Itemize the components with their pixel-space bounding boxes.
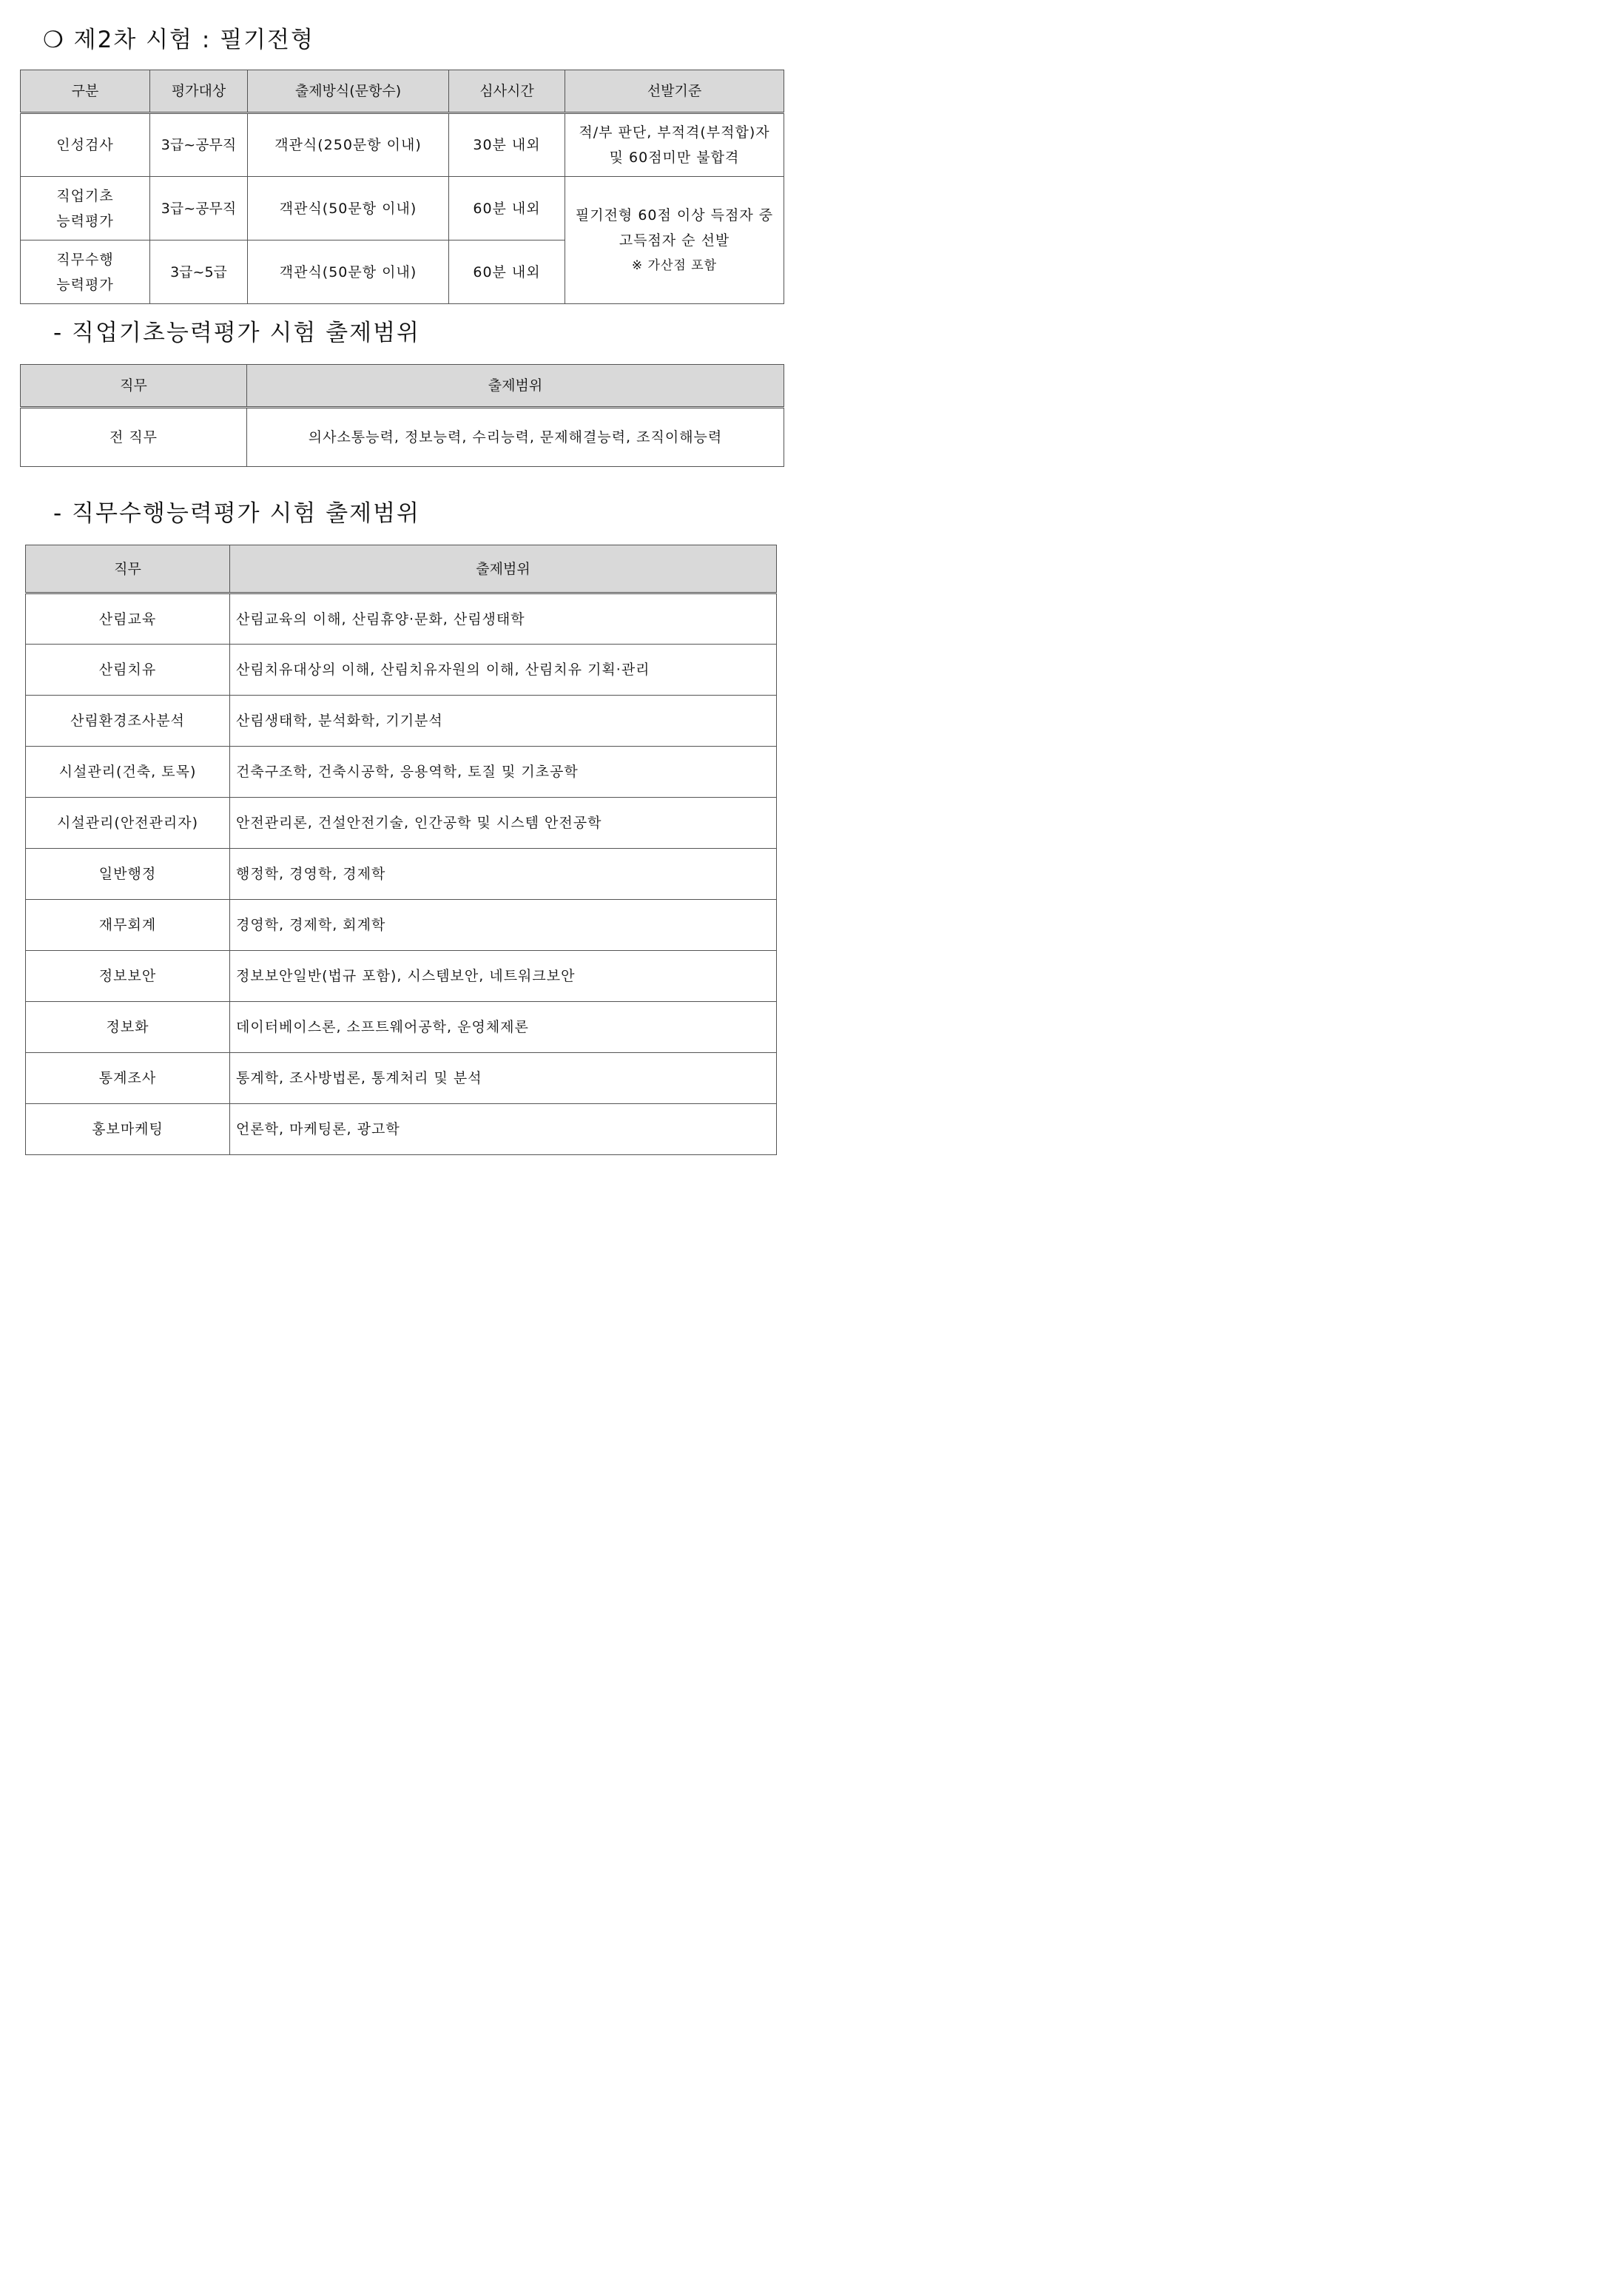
header-method: 출제방식(문항수) [248,70,449,113]
scope-cell: 산림치유대상의 이해, 산림치유자원의 이해, 산림치유 기획·관리 [230,645,777,696]
criteria-note: ※ 가산점 포함 [631,258,718,273]
job-cell: 정보보안 [26,951,230,1002]
time-cell: 60분 내외 [449,240,565,304]
table-header-row [21,365,784,408]
header-scope: 출제범위 [230,545,777,593]
job-cell: 시설관리(건축, 토목) [26,747,230,798]
scope-cell: 안전관리론, 건설안전기술, 인간공학 및 시스템 안전공학 [230,798,777,849]
written-exam-table [20,70,784,304]
target-cell: 3급~공무직 [150,113,248,177]
scope-cell: 통계학, 조사방법론, 통계처리 및 분석 [230,1053,777,1104]
category-cell [21,240,150,304]
header-criteria: 선발기준 [565,70,784,113]
section-title-basic-ability: - 직업기초능력평가 시험 출제범위 [53,320,420,346]
job-cell: 재무회계 [26,900,230,951]
section-title-job-ability: - 직무수행능력평가 시험 출제범위 [53,500,420,527]
scope-cell: 건축구조학, 건축시공학, 응용역학, 토질 및 기초공학 [230,747,777,798]
criteria-cell [565,177,784,304]
table-row [26,798,777,849]
scope-cell: 의사소통능력, 정보능력, 수리능력, 문제해결능력, 조직이해능력 [247,408,784,467]
job-cell: 정보화 [26,1002,230,1053]
job-cell: 일반행정 [26,849,230,900]
criteria-line: 필기전형 60점 이상 득점자 중 [575,206,774,223]
category-line: 능력평가 [56,212,114,229]
category-line: 능력평가 [56,276,114,293]
header-target: 평가대상 [150,70,248,113]
category-cell: 인성검사 [21,113,150,177]
criteria-line: 고득점자 순 선발 [619,232,730,249]
job-ability-scope-table [25,545,777,1155]
table-row [26,900,777,951]
target-cell: 3급~공무직 [150,177,248,240]
header-scope: 출제범위 [247,365,784,408]
job-cell: 산림치유 [26,645,230,696]
scope-cell: 정보보안일반(법규 포함), 시스템보안, 네트워크보안 [230,951,777,1002]
header-time: 심사시간 [449,70,565,113]
job-cell: 홍보마케팅 [26,1104,230,1155]
method-cell: 객관식(50문항 이내) [248,177,449,240]
table-row [26,645,777,696]
criteria-line: 적/부 판단, 부적격(부적합)자 [579,124,770,141]
time-cell: 60분 내외 [449,177,565,240]
scope-cell: 경영학, 경제학, 회계학 [230,900,777,951]
job-cell: 전 직무 [21,408,247,467]
job-cell: 통계조사 [26,1053,230,1104]
section-title-written-exam: ❍ 제2차 시험 : 필기전형 [43,27,314,53]
basic-ability-scope-table [20,364,784,467]
scope-cell: 언론학, 마케팅론, 광고학 [230,1104,777,1155]
category-line: 직무수행 [56,251,114,268]
table-header-row [21,70,784,113]
table-row [26,951,777,1002]
table-header-row [26,545,777,593]
scope-cell: 산림생태학, 분석화학, 기기분석 [230,696,777,747]
job-cell: 산림교육 [26,593,230,645]
job-cell: 시설관리(안전관리자) [26,798,230,849]
table-row [26,1104,777,1155]
method-cell: 객관식(250문항 이내) [248,113,449,177]
header-job: 직무 [21,365,247,408]
method-cell: 객관식(50문항 이내) [248,240,449,304]
criteria-line: 및 60점미만 불합격 [609,149,740,166]
table-row [21,408,784,467]
scope-cell: 데이터베이스론, 소프트웨어공학, 운영체제론 [230,1002,777,1053]
scope-cell: 산림교육의 이해, 산림휴양·문화, 산림생태학 [230,593,777,645]
table-row [21,113,784,177]
header-category: 구분 [21,70,150,113]
scope-cell: 행정학, 경영학, 경제학 [230,849,777,900]
criteria-cell [565,113,784,177]
job-cell: 산림환경조사분석 [26,696,230,747]
table-row [26,1002,777,1053]
table-row [26,747,777,798]
time-cell: 30분 내외 [449,113,565,177]
table-row [21,177,784,240]
table-row [26,696,777,747]
header-job: 직무 [26,545,230,593]
table-row [26,849,777,900]
target-cell: 3급~5급 [150,240,248,304]
category-line: 직업기초 [56,187,114,204]
category-cell [21,177,150,240]
table-row [26,1053,777,1104]
table-row [26,593,777,645]
